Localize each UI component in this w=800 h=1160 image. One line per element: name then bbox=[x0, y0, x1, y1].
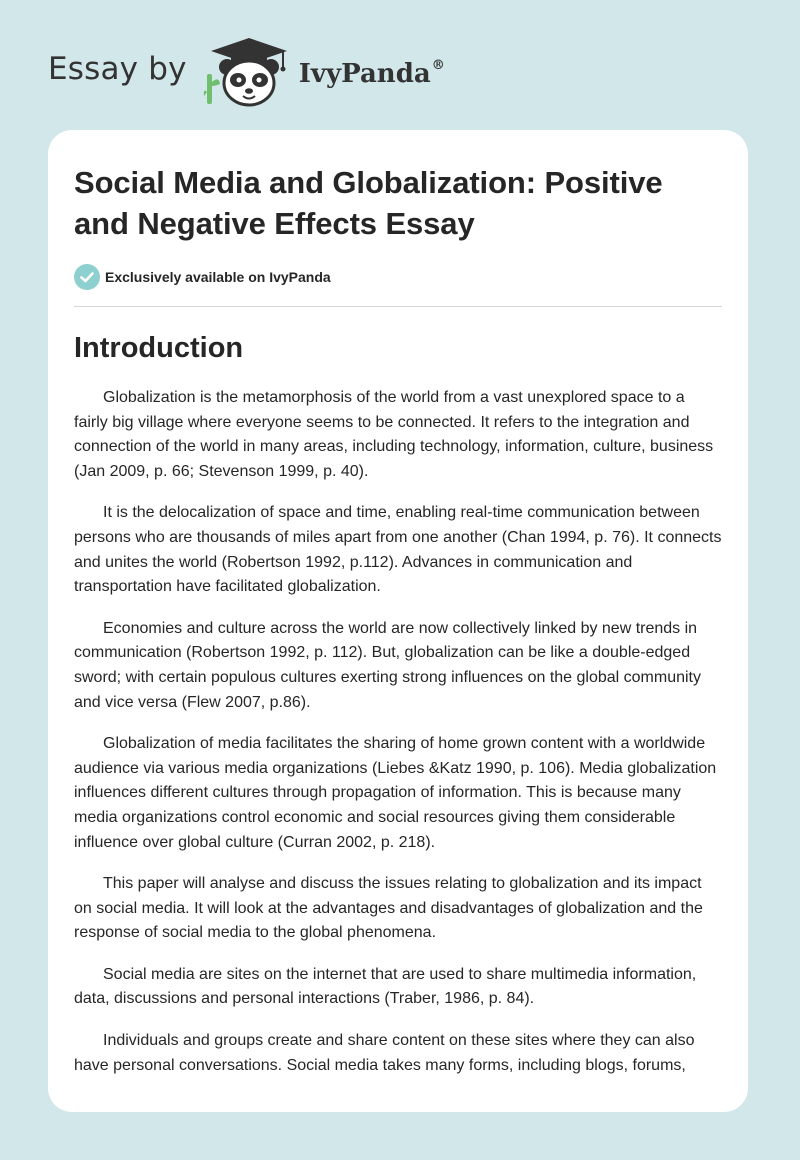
paragraph: It is the delocalization of space and time, enabling real-time communication between persons who are thousands of miles apart from one another (Chan 1994, p. 76). It connects and unites the world (Robertson 1992, p.112). Advances in communication and transportation have facilitated globalization. bbox=[74, 504, 722, 596]
paragraph: Individuals and groups create and share content on these sites where they can also have personal conversations. Social media takes many forms, including blogs, forums, bbox=[74, 1032, 695, 1074]
paragraph: Globalization is the metamorphosis of the world from a vast unexplored space to a fairly big village where everyone seems to be connected. It refers to the integration and connection of the world in many areas, including technology, information, culture, business (Jan 2009, p. 66; Stevenson 1999, p. 40). bbox=[74, 389, 714, 480]
brand-label[interactable]: IvyPanda bbox=[298, 58, 431, 89]
article-body bbox=[74, 386, 722, 1078]
check-circle-icon bbox=[74, 264, 100, 290]
paragraph: Economies and culture across the world are now collectively linked by new trends in communication (Robertson 1992, p. 112). But, globalization can be like a double-edged sword; with certain populous cultures exerting strong influences on the global community and vice versa (Flew 2007, p.86). bbox=[74, 619, 701, 711]
brand-name[interactable] bbox=[299, 58, 445, 89]
essay-by-label: Essay by bbox=[48, 51, 187, 87]
panda-graduate-icon[interactable] bbox=[203, 34, 295, 110]
exclusive-badge bbox=[74, 264, 722, 290]
divider bbox=[74, 306, 722, 307]
article-card bbox=[48, 130, 748, 1112]
paragraph: Globalization of media facilitates the sharing of home grown content with a worldwide audience via various media organizations (Liebes &Katz 1990, p. 106). Media globalization influences different cultures through propagation of information. This is because many media organizations control economic and social resources giving them considerable influence over global culture (Curran 2002, p. 218). bbox=[74, 735, 717, 851]
paragraph: Social media are sites on the internet that are used to share multimedia information, data, discussions and personal interactions (Traber, 1986, p. 84). bbox=[74, 965, 697, 1008]
exclusive-label: Exclusively available on IvyPanda bbox=[105, 269, 331, 285]
paragraph: This paper will analyse and discuss the issues relating to globalization and its impact on social media. It will look at the advantages and disadvantages of globalization and the response of social media to the global phenomena. bbox=[74, 875, 703, 942]
site-header bbox=[48, 34, 445, 110]
trademark-symbol: ® bbox=[431, 57, 445, 73]
section-heading-introduction: Introduction bbox=[74, 332, 244, 364]
page-title: Social Media and Globalization: Positive and Negative Effects Essay bbox=[74, 165, 663, 241]
